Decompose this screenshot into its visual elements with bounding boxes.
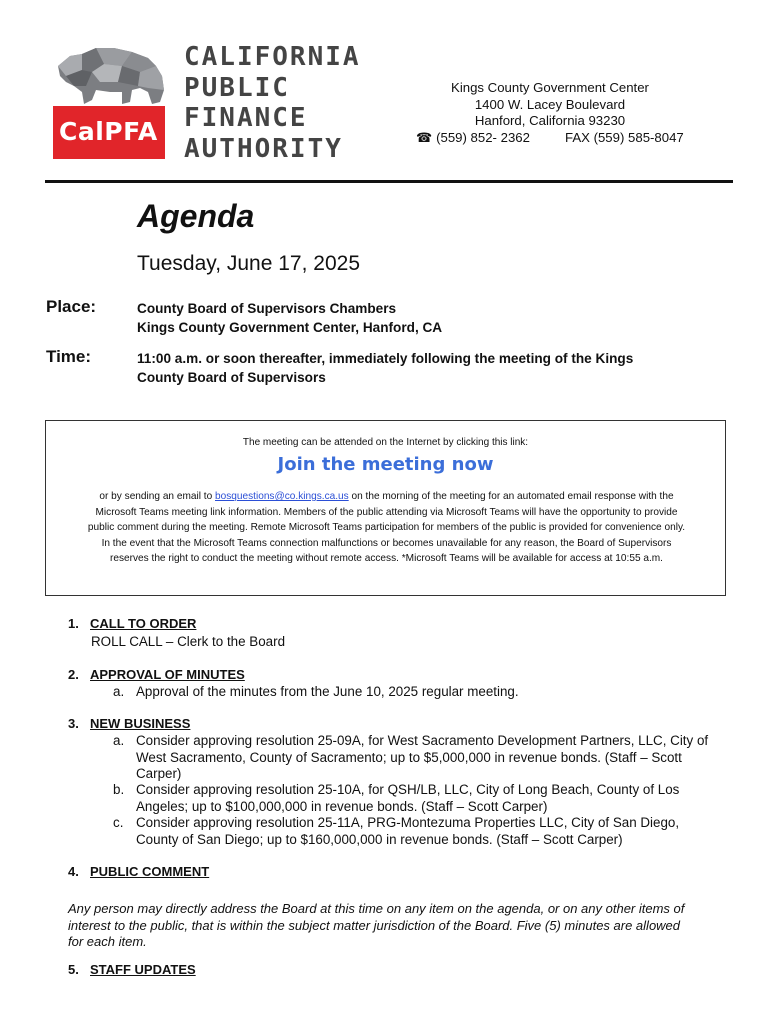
note-line-3: for each item. bbox=[68, 934, 147, 949]
address-line-2: 1400 W. Lacey Boulevard bbox=[474, 96, 626, 112]
item-title: APPROVAL OF MINUTES bbox=[90, 667, 245, 682]
item-title: STAFF UPDATES bbox=[90, 962, 196, 977]
item-text: Approval of the minutes from the June 10, 2025 regular meeting. bbox=[136, 684, 519, 699]
item-letter: b. bbox=[113, 782, 125, 797]
item-staff-updates bbox=[68, 962, 196, 977]
item-text-line: County of San Diego; up to $160,000,000 in revenue bonds. (Staff – Scott Carper) bbox=[136, 831, 623, 847]
item-title: NEW BUSINESS bbox=[90, 716, 191, 731]
bear-icon bbox=[52, 42, 172, 112]
item-letter: c. bbox=[113, 815, 124, 830]
item-number: 5. bbox=[68, 962, 79, 977]
logo-wordmark bbox=[184, 42, 361, 164]
remote-access-intro: The meeting can be attended on the Internet by clicking this link: bbox=[242, 437, 529, 448]
note-line-1: Any person may directly address the Board at this time on any item on the agenda, or on any other items of bbox=[68, 901, 685, 916]
place-line-1: County Board of Supervisors Chambers bbox=[137, 301, 397, 316]
phone-text: (559) 852- 2362 bbox=[436, 129, 530, 145]
contact-line bbox=[400, 130, 700, 147]
new-business-item-b bbox=[113, 782, 736, 815]
header-divider bbox=[45, 180, 733, 183]
remote-access-line-5: reserves the right to conduct the meeting without remote access. *Microsoft Teams will be available for access at 10:55 a.m. bbox=[110, 553, 663, 564]
item-title: PUBLIC COMMENT bbox=[90, 864, 210, 879]
remote-access-line-3: public comment during the meeting. Remote Microsoft Teams participation for members of the public is provided for convenience only. bbox=[87, 522, 686, 533]
roll-call: ROLL CALL – Clerk to the Board bbox=[91, 634, 286, 649]
public-comment-note bbox=[68, 901, 738, 951]
calpfa-badge bbox=[53, 106, 165, 159]
item-text-line: Consider approving resolution 25-10A, for QSH/LB, LLC, City of Long Beach, County of Los bbox=[136, 782, 680, 797]
item-call-to-order bbox=[68, 616, 196, 631]
new-business-item-c bbox=[113, 815, 736, 848]
item-number: 2. bbox=[68, 667, 79, 682]
fax-number: FAX (559) 585-8047 bbox=[565, 129, 684, 145]
remote-access-line-2: Microsoft Teams meeting link information. Members of the public attending via Microsoft Teams will have the opportunity to provide bbox=[95, 506, 678, 518]
remote-access-body bbox=[48, 489, 725, 567]
place-value bbox=[137, 299, 442, 337]
address-block bbox=[400, 80, 700, 146]
time-line-2: County Board of Supervisors bbox=[137, 370, 326, 385]
address-line-3: Hanford, California 93230 bbox=[474, 113, 626, 128]
time-label: Time: bbox=[46, 347, 92, 366]
item-text-line: Consider approving resolution 25-09A, for West Sacramento Development Partners, LLC, City of bbox=[136, 733, 709, 748]
new-business-item-a bbox=[113, 733, 736, 783]
item-text-line: West Sacramento, County of Sacramento; up to $5,000,000 in revenue bonds. (Staff – Scott bbox=[136, 749, 682, 765]
item-public-comment bbox=[68, 864, 209, 879]
item-text-line: Carper) bbox=[136, 766, 182, 781]
address-line-1: Kings County Government Center bbox=[451, 80, 649, 95]
remote-access-line-4: In the event that the Microsoft Teams connection malfunctions or becomes unavailable for any reason, the Board of Supervisors bbox=[101, 537, 672, 549]
item-number: 3. bbox=[68, 716, 79, 731]
calpfa-badge-text: CalPFA bbox=[59, 117, 158, 146]
item-title: CALL TO ORDER bbox=[90, 616, 197, 631]
remote-access-line-1 bbox=[48, 489, 725, 505]
calpfa-logo bbox=[52, 42, 362, 162]
join-meeting-link[interactable]: Join the meeting now bbox=[277, 454, 494, 475]
item-number: 1. bbox=[68, 616, 79, 631]
telephone-icon: ☎ bbox=[416, 129, 433, 145]
item-number: 4. bbox=[68, 864, 79, 879]
logo-word-finance: FINANCE bbox=[184, 103, 308, 133]
item-new-business bbox=[68, 716, 190, 731]
item-approval-of-minutes bbox=[68, 667, 245, 682]
remote-access-line-1-pre: or by sending an email to bbox=[99, 491, 215, 502]
logo-word-california: CALIFORNIA bbox=[184, 42, 361, 72]
item-text-line: Angeles; up to $100,000,000 in revenue bonds. (Staff – Scott Carper) bbox=[136, 798, 548, 814]
meeting-date: Tuesday, June 17, 2025 bbox=[137, 252, 360, 275]
item-letter: a. bbox=[113, 733, 125, 748]
logo-word-authority: AUTHORITY bbox=[184, 133, 343, 164]
page-title: Agenda bbox=[137, 198, 255, 234]
minutes-item-a bbox=[113, 684, 736, 701]
item-text-line: Consider approving resolution 25-11A, PRG-Montezuma Properties LLC, City of San Diego, bbox=[136, 815, 680, 830]
time-line-1: 11:00 a.m. or soon thereafter, immediately following the meeting of the Kings bbox=[137, 351, 634, 366]
logo-word-public: PUBLIC bbox=[184, 72, 290, 103]
item-letter: a. bbox=[113, 684, 125, 699]
place-label: Place: bbox=[46, 297, 97, 316]
remote-access-line-1-post: on the morning of the meeting for an automated email response with the bbox=[348, 491, 674, 502]
email-link[interactable]: bosquestions@co.kings.ca.us bbox=[215, 491, 349, 502]
phone-number bbox=[416, 130, 530, 147]
time-value bbox=[137, 349, 633, 387]
place-line-2: Kings County Government Center, Hanford, CA bbox=[137, 320, 443, 335]
remote-access-notice bbox=[45, 420, 726, 596]
note-line-2: interest to the public, that is within the subject matter jurisdiction of the Board. Five (5) minutes are allowed bbox=[68, 917, 681, 933]
